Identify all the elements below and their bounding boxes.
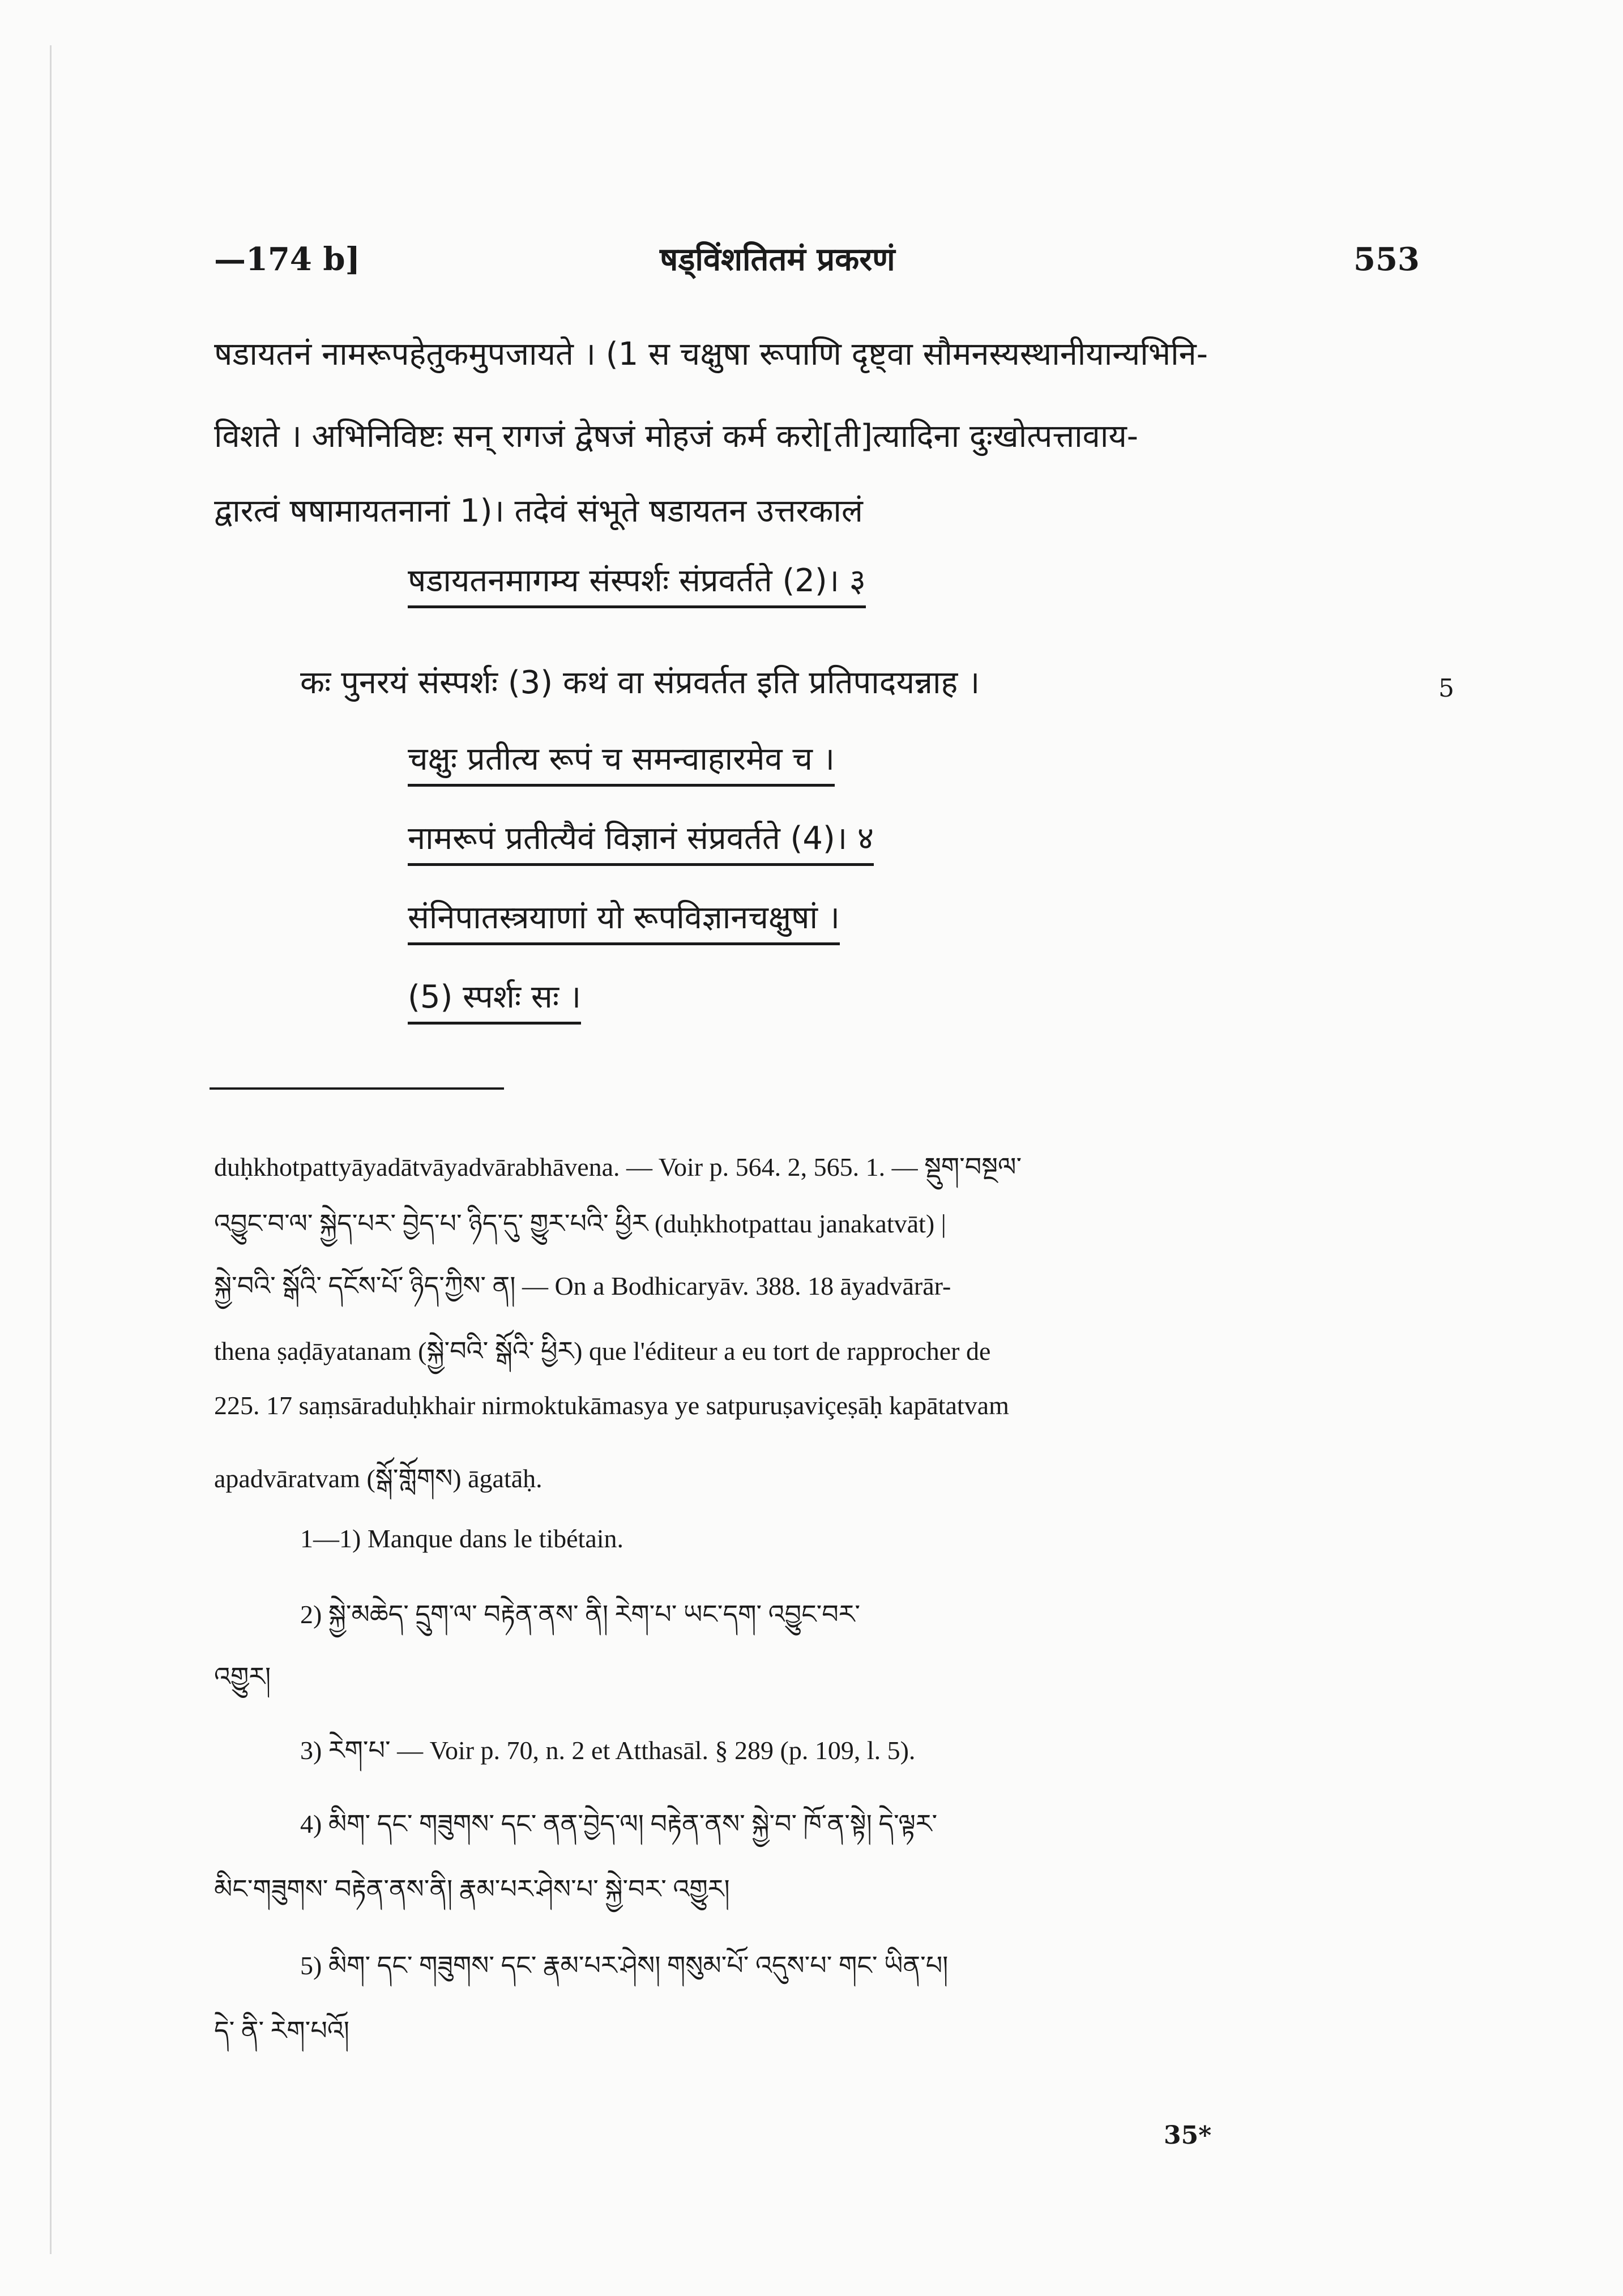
footnote-intro-line-1: duḥkhotpattyāyadātvāyadvārabhāvena. — Voir p. 564. 2, 565. 1. — སྡུག་བསྔལ་ (214, 1153, 1022, 1181)
verse-4-line-1: चक्षुः प्रतीत्य रूपं च समन्वाहारमेव च । (408, 736, 835, 787)
signature-mark: 35* (1164, 2121, 1212, 2150)
page-title: षड्विंशतितमं प्रकरणं (660, 241, 895, 278)
footnote-intro-line-5: 225. 17 saṃsāraduḥkhair nirmoktukāmasya ye satpuruṣaviçeṣāḥ kapātatvam (214, 1391, 1009, 1420)
verse-4-line-2: नामरूपं प्रतीत्यैवं विज्ञानं संप्रवर्तते (4)। ४ (408, 816, 874, 866)
header-left-ref: —174 b] (214, 241, 361, 278)
footnote-rule (210, 1087, 504, 1090)
margin-line-number: 5 (1438, 674, 1454, 703)
body-line-1: षडायतनं नामरूपहेतुकमुपजायते । (1 स चक्षुषा रूपाणि दृष्ट्वा सौमनस्यस्थानीयान्यभिनि- (214, 336, 1208, 373)
page-number: 553 (1353, 241, 1420, 278)
body-line-2: विशते । अभिनिविष्टः सन् रागजं द्वेषजं मोहजं कर्म करो[ती]त्यादिना दुःखोत्पत्तावाय- (214, 418, 1139, 455)
footnote-intro-line-6: apadvāratvam (སྒོ་གློགས) āgatāḥ. (214, 1464, 543, 1493)
footnote-2-line-2: འགྱུར། (214, 1662, 271, 1691)
footnote-intro-line-2: འབྱུང་བ་ལ་ སྐྱེད་པར་ བྱེད་པ་ ཉིད་དུ་ གྱུར་པའི་ ཕྱིར (duḥkhotpattau janakatvāt) | (214, 1209, 946, 1238)
footnote-4-line-2: མིང་གཟུགས་ བརྟེན་ནས་ནི། རྣམ་པར་ཤེས་པ་ སྐྱེ་བར་ འགྱུར། (214, 1875, 730, 1904)
footnote-5-line-2: དེ་ ནི་ རེག་པའོ། (214, 2016, 350, 2045)
body-line-3: द्वारत्वं षषामायतनानां 1)। तदेवं संभूते षडायतन उत्तरकालं (214, 493, 863, 530)
page-margin-line (50, 45, 52, 2254)
footnote-4-line-1: 4) མིག་ དང་ གཟུགས་ དང་ ནན་བྱེད་ལ། བརྟེན་ནས་ སྐྱེ་བ་ ཁོ་ན་སྟེ། དེ་ལྟར་ (300, 1810, 938, 1838)
footnote-3: 3) རེག་པ་ — Voir p. 70, n. 2 et Atthasāl. § 289 (p. 109, l. 5). (300, 1736, 916, 1765)
footnote-5-line-1: 5) མིག་ དང་ གཟུགས་ དང་ རྣམ་པར་ཤེས། གསུམ་པོ་ འདུས་པ་ གང་ ཡིན་པ། (300, 1951, 949, 1980)
verse-3: षडायतनमागम्य संस्पर्शः संप्रवर्तते (2)। ३ (408, 558, 866, 608)
footnote-2-line-1: 2) སྐྱེ་མཆེད་ དྲུག་ལ་ བརྟེན་ནས་ ནི། རེག་པ་ ཡང་དག་ འབྱུང་བར་ (300, 1600, 861, 1629)
footnote-intro-line-4: thena ṣaḍāyatanam (སྐྱེ་བའི་ སྒོའི་ ཕྱིར) que l'éditeur a eu tort de rapprocher de (214, 1337, 991, 1365)
footnote-1: 1—1) Manque dans le tibétain. (300, 1524, 624, 1553)
verse-4-line-4: (5) स्पर्शः सः । (408, 974, 581, 1025)
verse-4-line-3: संनिपातस्त्रयाणां यो रूपविज्ञानचक्षुषां । (408, 895, 840, 945)
prose-question: कः पुनरयं संस्पर्शः (3) कथं वा संप्रवर्तत इति प्रतिपादयन्नाह । (300, 664, 980, 701)
footnote-intro-line-3: སྐྱེ་བའི་ སྒོའི་ དངོས་པོ་ ཉིད་ཀྱིས་ ན། — On a Bodhicaryāv. 388. 18 āyadvārār- (214, 1271, 951, 1300)
